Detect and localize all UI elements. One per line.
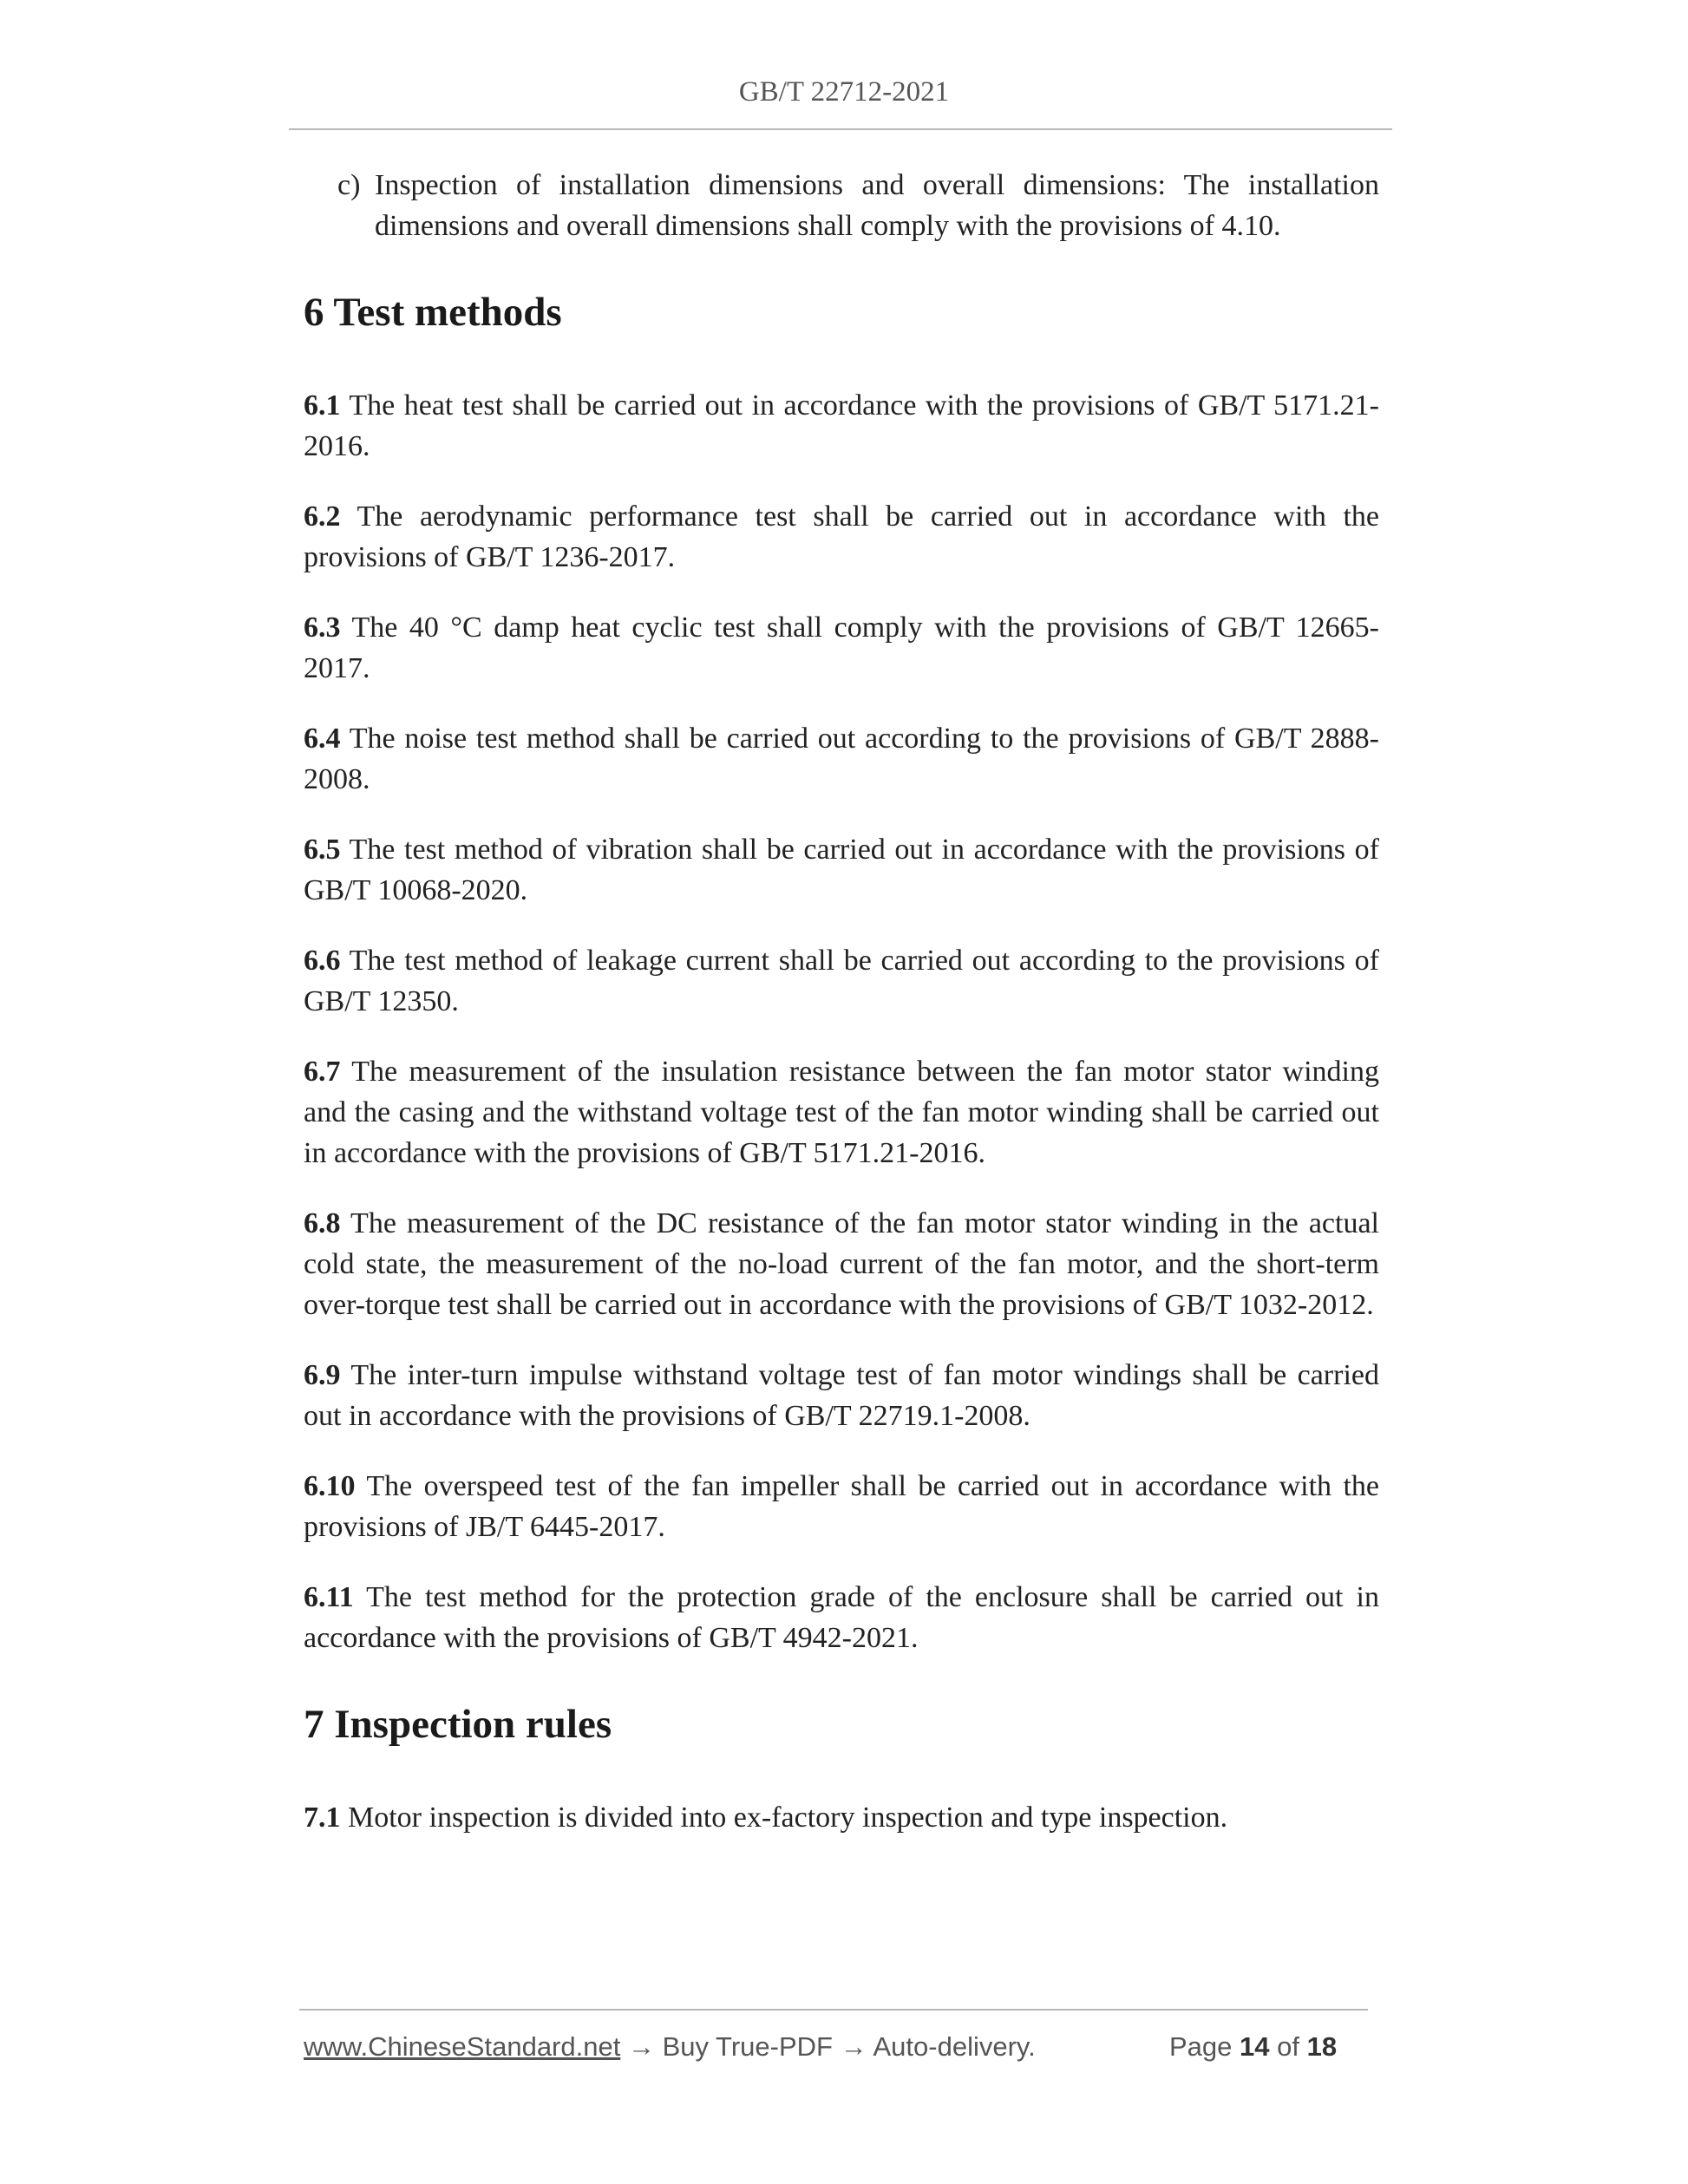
clause-6-2 [304,496,1379,578]
clause-6-9 [304,1355,1379,1436]
page-body [304,165,1379,1838]
clause-6-5 [304,829,1379,911]
list-item-c [302,165,1379,246]
page-of: of [1277,2031,1299,2062]
clause-number: 6.10 [304,1470,356,1502]
clause-number: 6.4 [304,723,341,755]
page-current: 14 [1240,2031,1270,2062]
clause-number: 6.2 [304,500,341,533]
clause-6-11 [304,1577,1379,1658]
section-heading-7: 7 Inspection rules [304,1702,612,1747]
clause-text: Motor inspection is divided into ex-factory inspection and type inspection. [348,1801,1228,1834]
clause-number: 6.8 [304,1207,341,1239]
clause-number: 6.1 [304,389,341,422]
clause-number: 6.3 [304,611,341,644]
clause-6-4 [304,718,1379,800]
clause-text: The aerodynamic performance test shall be carried out in accordance with the provisions of GB/T 1236-2017. [304,500,1380,573]
auto-delivery-text: Auto-delivery. [873,2031,1036,2062]
page-label: Page [1169,2031,1233,2062]
clause-number: 7.1 [304,1801,341,1834]
clause-6-10 [304,1466,1379,1547]
clause-6-6 [304,940,1379,1022]
clause-number: 6.11 [304,1581,354,1613]
clause-6-8 [304,1203,1379,1325]
page-indicator [1169,2031,1337,2063]
footer-divider [299,2009,1368,2011]
clause-text: The measurement of the insulation resistance between the fan motor stator winding and the casing and the withstand voltage test of the fan motor winding shall be carried out in accordance with the provisions of GB/T 5171.21-2016. [304,1056,1379,1169]
clause-6-1 [304,385,1379,467]
header-divider [289,128,1392,130]
clause-7-1 [304,1797,1379,1838]
buy-true-pdf-text: Buy True-PDF [662,2031,833,2062]
clause-text: The noise test method shall be carried out according to the provisions of GB/T 2888-2008. [304,723,1379,795]
clause-text: The overspeed test of the fan impeller shall be carried out in accordance with the provisions of JB/T 6445-2017. [304,1470,1380,1543]
page-total: 18 [1306,2031,1338,2062]
clause-text: The test method for the protection grade of the enclosure shall be carried out in accordance with the provisions of GB/T 4942-2021. [304,1581,1379,1654]
clause-text: The inter-turn impulse withstand voltage test of fan motor windings shall be carried out in accordance with the provisions of GB/T 22719.1-2008. [304,1359,1379,1432]
clause-number: 6.9 [304,1359,341,1391]
clause-number: 6.5 [304,834,341,866]
clause-text: The test method of vibration shall be carried out in accordance with the provisions of GB/T 10068-2020. [304,834,1380,906]
clause-text: The heat test shall be carried out in accordance with the provisions of GB/T 5171.21-2016. [304,389,1379,462]
clause-text: The 40 °C damp heat cyclic test shall comply with the provisions of GB/T 12665-2017. [304,611,1380,684]
running-header: GB/T 22712-2021 [738,76,950,108]
list-marker: c) [337,169,361,201]
page-footer [304,2031,1371,2063]
clause-6-3 [304,607,1379,689]
clause-number: 6.7 [304,1056,341,1088]
clause-text: The measurement of the DC resistance of the fan motor stator winding in the actual cold state, the measurement of the no-load current of the fan motor, and the short-term over-torque test shall be carried out in accordance with the provisions of GB/T 1032-2012. [304,1207,1379,1321]
clause-text: The test method of leakage current shall be carried out according to the provisions of GB/T 12350. [304,945,1379,1017]
clause-number: 6.6 [304,945,341,977]
site-link[interactable]: www.ChineseStandard.net [304,2031,621,2062]
arrow-right-icon: → [840,2031,867,2062]
list-item-text: Inspection of installation dimensions and overall dimensions: The installation dimensions and overall dimensions shall comply with the provisions of 4.10. [375,169,1379,242]
arrow-right-icon: → [627,2031,655,2062]
section-heading-6: 6 Test methods [304,290,562,335]
clause-6-7 [304,1051,1379,1174]
